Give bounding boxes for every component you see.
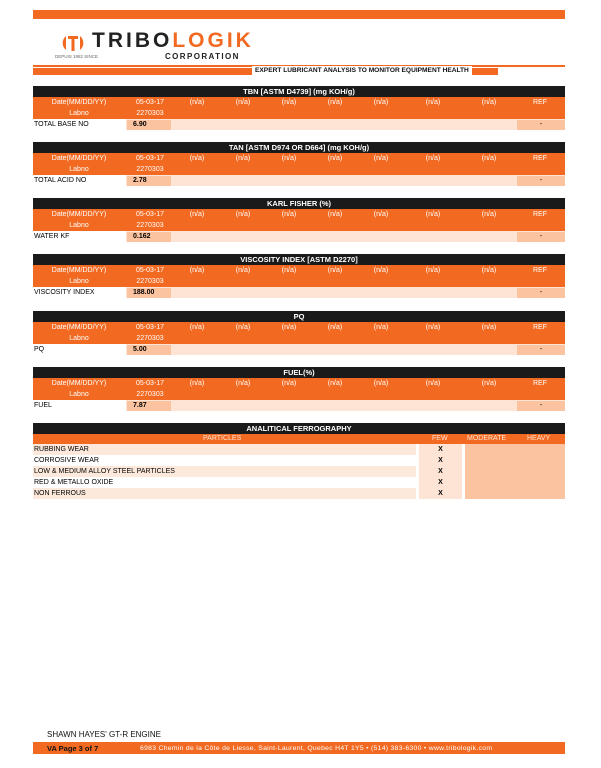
tagline: EXPERT LUBRICANT ANALYSIS TO MONITOR EQUIPMENT HEALTH — [252, 66, 472, 76]
lab-number: 2270303 — [136, 335, 164, 342]
result-label: VISCOSITY INDEX — [33, 287, 126, 298]
ferrography-row — [33, 444, 565, 455]
result-row — [33, 231, 565, 242]
test-title: VISCOSITY INDEX [ASTM D2270] — [33, 254, 565, 265]
col-few: FEW — [432, 435, 448, 442]
ref-header: REF — [533, 155, 547, 162]
reference-value: - — [517, 176, 565, 186]
ferrography-row — [33, 488, 565, 499]
na-cell: (n/a) — [425, 267, 441, 274]
na-cell: (n/a) — [481, 211, 497, 218]
na-cell: (n/a) — [189, 380, 205, 387]
test-section — [33, 367, 565, 411]
na-cell: (n/a) — [481, 155, 497, 162]
labno-row — [33, 108, 565, 119]
brand-corporation: CORPORATION — [165, 52, 240, 61]
result-value: 0.162 — [127, 232, 171, 242]
sample-date: 05-03-17 — [135, 211, 165, 218]
reference-value: - — [517, 401, 565, 411]
reference-value: - — [517, 120, 565, 130]
ferrography-row — [33, 466, 565, 477]
sample-date: 05-03-17 — [135, 267, 165, 274]
na-cell: (n/a) — [235, 380, 251, 387]
result-row — [33, 175, 565, 186]
moderate-heavy-cells — [465, 466, 565, 477]
date-row-label: Date(MM/DD/YY) — [51, 155, 107, 162]
test-section — [33, 311, 565, 355]
result-row — [33, 344, 565, 355]
na-cell: (n/a) — [281, 211, 297, 218]
footer-equipment-name: SHAWN HAYES' GT-R ENGINE — [47, 730, 161, 739]
ferrography-row — [33, 455, 565, 466]
labno-row — [33, 164, 565, 175]
test-section — [33, 198, 565, 242]
na-cell: (n/a) — [425, 211, 441, 218]
particle-type: CORROSIVE WEAR — [33, 455, 416, 466]
particle-type: LOW & MEDIUM ALLOY STEEL PARTICLES — [33, 466, 416, 477]
sample-date: 05-03-17 — [135, 155, 165, 162]
na-cell: (n/a) — [281, 267, 297, 274]
ferrography-title: ANALITICAL FERROGRAPHY — [33, 423, 565, 434]
footer-page-number: VA Page 3 of 7 — [47, 744, 99, 753]
ref-header: REF — [533, 324, 547, 331]
ref-header: REF — [533, 267, 547, 274]
na-cell: (n/a) — [327, 211, 343, 218]
brand-since: DEPUIS 1982 SINCE — [55, 54, 99, 59]
sample-date: 05-03-17 — [135, 99, 165, 106]
date-row — [33, 322, 565, 333]
company-logo — [55, 29, 312, 61]
test-title: PQ — [33, 311, 565, 322]
result-label: FUEL — [33, 400, 126, 411]
result-row — [33, 400, 565, 411]
date-row-label: Date(MM/DD/YY) — [51, 380, 107, 387]
ref-header: REF — [533, 211, 547, 218]
date-row — [33, 97, 565, 108]
result-value: 6.90 — [127, 120, 171, 130]
result-value: 5.00 — [127, 345, 171, 355]
test-title: TAN [ASTM D974 OR D664] (mg KOH/g) — [33, 142, 565, 153]
na-cell: (n/a) — [189, 324, 205, 331]
lab-number: 2270303 — [136, 222, 164, 229]
test-section — [33, 142, 565, 186]
na-cell: (n/a) — [281, 324, 297, 331]
lab-number: 2270303 — [136, 110, 164, 117]
date-row-label: Date(MM/DD/YY) — [51, 99, 107, 106]
labno-row — [33, 333, 565, 344]
test-title: FUEL(%) — [33, 367, 565, 378]
ferrography-section — [33, 423, 565, 499]
na-cell: (n/a) — [189, 99, 205, 106]
lab-number: 2270303 — [136, 278, 164, 285]
labno-row — [33, 389, 565, 400]
result-label: TOTAL BASE NO — [33, 119, 126, 130]
moderate-heavy-cells — [465, 455, 565, 466]
col-heavy: HEAVY — [527, 435, 551, 442]
result-label: TOTAL ACID NO — [33, 175, 126, 186]
particle-type: RED & METALLO OXIDE — [33, 477, 416, 488]
moderate-heavy-cells — [465, 477, 565, 488]
col-particles: PARTICLES — [203, 435, 242, 442]
moderate-heavy-cells — [465, 488, 565, 499]
na-cell: (n/a) — [481, 324, 497, 331]
result-value: 2.78 — [127, 176, 171, 186]
na-cell: (n/a) — [189, 211, 205, 218]
test-title: KARL FISHER (%) — [33, 198, 565, 209]
result-label: WATER KF — [33, 231, 126, 242]
test-section — [33, 254, 565, 298]
na-cell: (n/a) — [425, 380, 441, 387]
result-value: 7.87 — [127, 401, 171, 411]
particle-type: RUBBING WEAR — [33, 444, 416, 455]
sample-date: 05-03-17 — [135, 380, 165, 387]
na-cell: (n/a) — [373, 380, 389, 387]
na-cell: (n/a) — [481, 99, 497, 106]
date-row — [33, 378, 565, 389]
labno-row-label: Labno — [69, 222, 89, 229]
na-cell: (n/a) — [327, 267, 343, 274]
ref-header: REF — [533, 380, 547, 387]
brand-name: TRIBOLOGIK — [92, 29, 254, 52]
col-moderate: MODERATE — [467, 435, 507, 442]
labno-row-label: Labno — [69, 166, 89, 173]
labno-row — [33, 220, 565, 231]
na-cell: (n/a) — [235, 267, 251, 274]
na-cell: (n/a) — [327, 155, 343, 162]
reference-value: - — [517, 288, 565, 298]
na-cell: (n/a) — [373, 99, 389, 106]
labno-row-label: Labno — [69, 110, 89, 117]
date-row-label: Date(MM/DD/YY) — [51, 267, 107, 274]
reference-value: - — [517, 345, 565, 355]
na-cell: (n/a) — [235, 324, 251, 331]
date-row-label: Date(MM/DD/YY) — [51, 211, 107, 218]
tribologik-logo-icon — [62, 32, 84, 54]
date-row — [33, 153, 565, 164]
na-cell: (n/a) — [481, 267, 497, 274]
few-mark: X — [419, 477, 462, 488]
na-cell: (n/a) — [327, 380, 343, 387]
date-row-label: Date(MM/DD/YY) — [51, 324, 107, 331]
result-value: 188.00 — [127, 288, 171, 298]
top-accent-bar — [33, 10, 565, 19]
na-cell: (n/a) — [327, 99, 343, 106]
test-section — [33, 86, 565, 130]
particle-type: NON FERROUS — [33, 488, 416, 499]
lab-number: 2270303 — [136, 391, 164, 398]
date-row — [33, 265, 565, 276]
few-mark: X — [419, 455, 462, 466]
labno-row-label: Labno — [69, 335, 89, 342]
na-cell: (n/a) — [481, 380, 497, 387]
na-cell: (n/a) — [281, 380, 297, 387]
sample-date: 05-03-17 — [135, 324, 165, 331]
na-cell: (n/a) — [281, 155, 297, 162]
ferrography-row — [33, 477, 565, 488]
footer-address: 6983 Chemin de la Côte de Liesse, Saint-Laurent, Quebec H4T 1Y5 • (514) 383-6300 • www.tribologik.com — [140, 745, 493, 752]
na-cell: (n/a) — [425, 324, 441, 331]
lab-number: 2270303 — [136, 166, 164, 173]
reference-value: - — [517, 232, 565, 242]
na-cell: (n/a) — [425, 155, 441, 162]
labno-row-label: Labno — [69, 391, 89, 398]
na-cell: (n/a) — [373, 324, 389, 331]
na-cell: (n/a) — [281, 99, 297, 106]
na-cell: (n/a) — [425, 99, 441, 106]
result-row — [33, 287, 565, 298]
na-cell: (n/a) — [373, 211, 389, 218]
result-row — [33, 119, 565, 130]
few-mark: X — [419, 488, 462, 499]
na-cell: (n/a) — [235, 155, 251, 162]
na-cell: (n/a) — [235, 99, 251, 106]
na-cell: (n/a) — [189, 267, 205, 274]
date-row — [33, 209, 565, 220]
na-cell: (n/a) — [189, 155, 205, 162]
na-cell: (n/a) — [235, 211, 251, 218]
few-mark: X — [419, 444, 462, 455]
labno-row-label: Labno — [69, 278, 89, 285]
na-cell: (n/a) — [373, 155, 389, 162]
ref-header: REF — [533, 99, 547, 106]
moderate-heavy-cells — [465, 444, 565, 455]
ferrography-column-header — [33, 434, 565, 444]
few-mark: X — [419, 466, 462, 477]
result-label: PQ — [33, 344, 126, 355]
na-cell: (n/a) — [373, 267, 389, 274]
labno-row — [33, 276, 565, 287]
test-title: TBN [ASTM D4739] (mg KOH/g) — [33, 86, 565, 97]
na-cell: (n/a) — [327, 324, 343, 331]
